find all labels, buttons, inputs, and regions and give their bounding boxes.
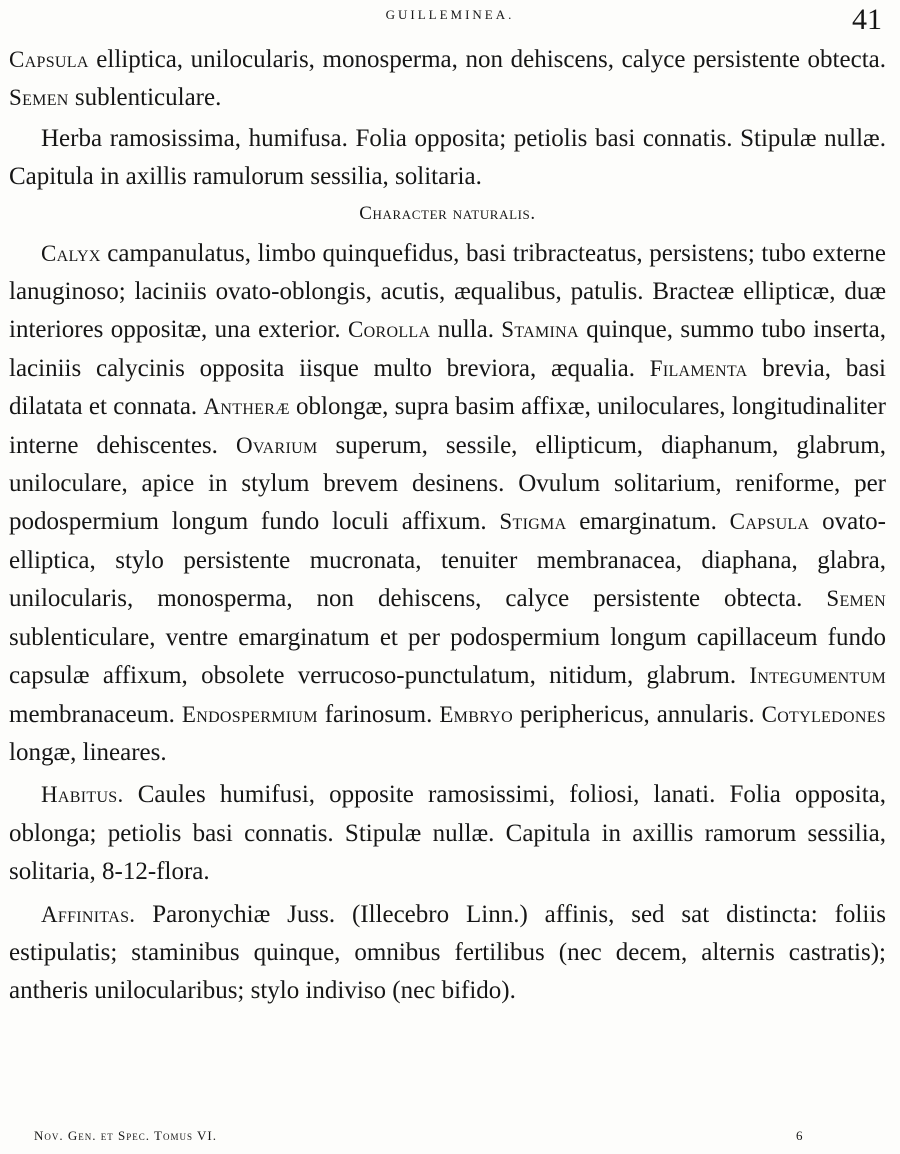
footer-signature: Nov. Gen. et Spec. Tomus VI. (34, 1128, 217, 1143)
term-filamenta: Filamenta (649, 355, 748, 381)
footer (34, 1128, 820, 1150)
text-integumentum: membranaceum. (9, 700, 182, 728)
running-head (0, 0, 900, 40)
paragraph-capsula (9, 41, 886, 118)
term-corolla: Corolla (348, 317, 431, 343)
text-corolla: nulla. (430, 316, 502, 344)
term-stamina: Stamina (501, 317, 579, 343)
term-habitus: Habitus. (41, 782, 124, 808)
paragraph-habitus (9, 776, 886, 891)
paragraph-herba: Herba ramosissima, humifusa. Folia opposita; petiolis basi connatis. Stipulæ nullæ. Capitula in axillis ramulorum sessilia, solitaria. (9, 124, 886, 191)
text-calyx: campanulatus, limbo quinquefidus, basi tribracteatus, persistens; tubo externe lanuginoso; laciniis ovato-oblongis, acutis, æqualibus, patulis. Bracteæ ellipticæ, duæ interiores oppositæ, una exterior. (9, 239, 886, 344)
term-antherae: Antheræ (203, 394, 290, 420)
term-integumentum: Integumentum (749, 663, 886, 689)
text-stigma: emarginatum. (566, 508, 730, 536)
text-semen-2: sublenticulare, ventre emarginatum et per podospermium longum capillaceum fundo capsulæ affixum, obsolete verrucoso-punctulatum, nitidum, glabrum. (9, 623, 886, 690)
term-ovarium: Ovarium (235, 432, 318, 458)
footer-gathering-number: 6 (796, 1128, 803, 1143)
text-stamina: quinque, summo tubo inserta, laciniis calycinis opposita iisque multo breviora, æqualia. (9, 316, 886, 382)
term-semen: Semen (9, 85, 69, 111)
section-heading: Character naturalis. (359, 202, 536, 224)
term-calyx: Calyx (41, 240, 101, 266)
text-embryo: periphericus, annularis. (512, 700, 762, 728)
term-endospermium: Endospermium (181, 701, 318, 727)
term-semen-2: Semen (826, 586, 886, 612)
text-capsula: elliptica, unilocularis, monosperma, non dehiscens, calyce persistente obtecta. (88, 46, 886, 73)
page-body (9, 41, 886, 1011)
page-number: 41 (852, 3, 882, 36)
text-affinitas: Paronychiæ Juss. (Illecebro Linn.) affinis, sed sat distincta: foliis estipulatis; staminibus quinque, omnibus fertilibus (nec decem, alternis castratis); antheris unilocularibus; stylo indiviso (nec bifido). (9, 900, 886, 1005)
term-cotyledones: Cotyledones (761, 701, 886, 727)
text-semen: sublenticulare. (68, 84, 222, 112)
text-capsula-2: ovato-elliptica, stylo persistente mucronata, tenuiter membranacea, diaphana, glabra, unilocularis, monosperma, non dehiscens, calyce persistente obtecta. (9, 508, 886, 613)
text-filamenta: brevia, basi dilatata et connata. (9, 354, 886, 421)
paragraph-character (9, 235, 886, 773)
term-stigma: Stigma (499, 509, 567, 535)
text-endospermium: farinosum. (317, 700, 440, 728)
term-affinitas: Affinitas. (41, 901, 136, 927)
text-habitus: Caules humifusi, opposite ramosissimi, foliosi, lanati. Folia opposita, oblonga; petiolis basi connatis. Stipulæ nullæ. Capitula in axillis ramorum sessilia, solitaria, 8-12-flora. (9, 781, 886, 886)
paragraph-affinitas (9, 896, 886, 1011)
text-ovarium: superum, sessile, ellipticum, diaphanum, glabrum, uniloculare, apice in stylum brevem desinens. Ovulum solitarium, reniforme, per podospermium longum fundo loculi affixum. (9, 431, 886, 536)
text-antherae: oblongæ, supra basim affixæ, uniloculares, longitudinaliter interne dehiscentes. (9, 393, 886, 459)
running-title: GUILLEMINEA. (385, 7, 515, 22)
text-cotyledones: longæ, lineares. (9, 738, 167, 766)
term-capsula: Capsula (9, 47, 89, 72)
term-embryo: Embryo (439, 701, 513, 727)
term-capsula-2: Capsula (729, 509, 810, 535)
